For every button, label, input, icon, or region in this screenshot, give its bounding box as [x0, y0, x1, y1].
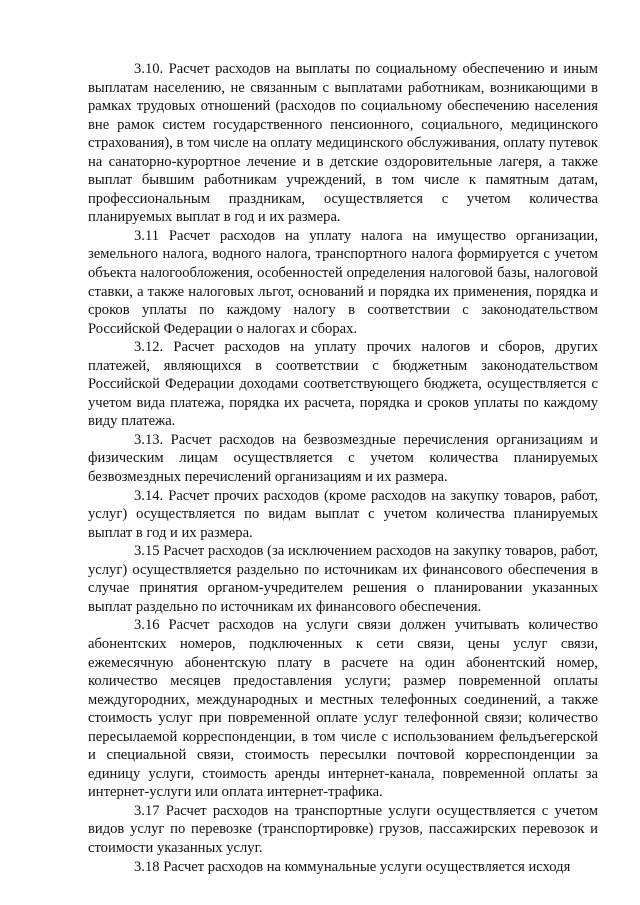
paragraph-3-17: 3.17 Расчет расходов на транспортные услуги осуществляется с учетом видов услуг по перевозке (транспортировке) грузов, пассажирских перевозок и стоимости указанных услуг. [88, 802, 598, 856]
paragraph-3-16: 3.16 Расчет расходов на услуги связи должен учитывать количество абонентских номеров, подключенных к сети связи, цены услуг связи, ежемесячную абонентскую плату в расчете на один абонентский номер, количество месяцев предоставления услуги; размер повременной оплаты междугородних, международных и местных телефонных соединений, а также стоимость услуг при повременной оплате услуг телефонной связи; количество пересылаемой корреспонденции, в том числе с использованием фельдъегерской и специальной связи, стоимость пересылки почтовой корреспонденции за единицу услуги, стоимость аренды интернет-канала, повременной оплаты за интернет-услуги или оплата интернет-трафика. [88, 617, 598, 801]
paragraph-3-12: 3.12. Расчет расходов на уплату прочих налогов и сборов, других платежей, являющихся в соответствии с бюджетным законодательством Российской Федерации доходами соответствующего бюджета, осуществляется с учетом вида платежа, порядка их расчета, порядка и сроков уплаты по каждому виду платежа. [88, 339, 598, 430]
paragraph-3-10: 3.10. Расчет расходов на выплаты по социальному обеспечению и иным выплатам населению, не связанным с выплатами работникам, возникающими в рамках трудовых отношений (расходов по социальному обеспечению населения вне рамок систем государственного пенсионного, социального, медицинского страхования), в том числе на оплату медицинского обслуживания, оплату путевок на санаторно-курортное лечение и в детские оздоровительные лагеря, а также выплат бывшим работникам учреждений, в том числе к памятным датам, профессиональным праздникам, осуществляется с учетом количества планируемых выплат в год и их размера. [88, 61, 598, 226]
paragraph-3-18: 3.18 Расчет расходов на коммунальные услуги осуществляется исходя [134, 858, 571, 875]
paragraph-3-13: 3.13. Расчет расходов на безвозмездные перечисления организациям и физическим лицам осуществляется с учетом количества планируемых безвозмездных перечислений организациям и их размера. [88, 431, 598, 486]
paragraph-3-15: 3.15 Расчет расходов (за исключением расходов на закупку товаров, работ, услуг) осуществляется раздельно по источникам их финансового обеспечения в случае принятия органом-учредителем решения о планировании указанных выплат раздельно по источникам их финансового обеспечения. [88, 543, 598, 615]
paragraph-3-11: 3.11 Расчет расходов на уплату налога на имущество организации, земельного налога, водного налога, транспортного налога формируется с учетом объекта налогообложения, особенностей определения налоговой базы, налоговой ставки, а также налоговых льгот, оснований и порядка их применения, порядка и сроков уплаты по каждому налогу в соответствии с законодательством Российской Федерации о налогах и сборах. [88, 227, 598, 337]
paragraph-3-14: 3.14. Расчет прочих расходов (кроме расходов на закупку товаров, работ, услуг) осуществляется по видам выплат с учетом количества планируемых выплат в год и их размера. [88, 487, 598, 541]
document-page [88, 60, 598, 876]
